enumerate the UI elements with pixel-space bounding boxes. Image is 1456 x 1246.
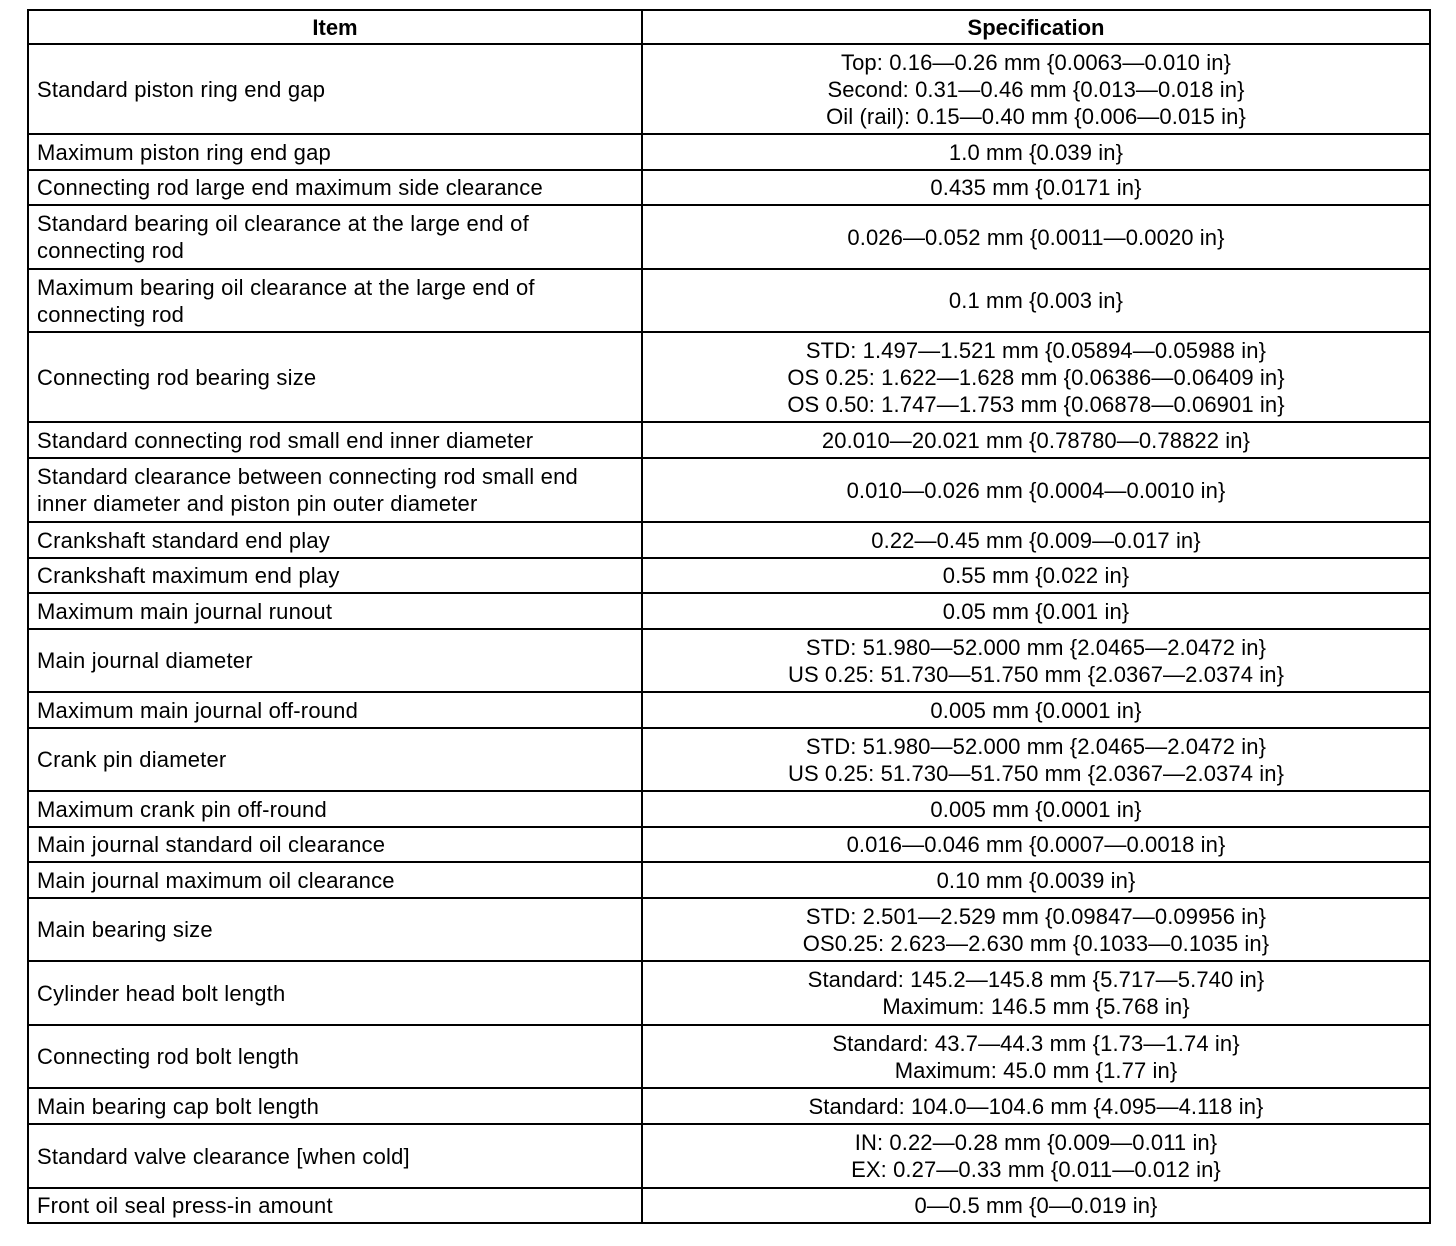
- specification-line: 0.1 mm {0.003 in}: [948, 288, 1124, 313]
- specification-cell: [642, 558, 1430, 593]
- table-row: [28, 791, 1430, 827]
- specification-cell: [642, 522, 1430, 558]
- table-row: [28, 961, 1430, 1025]
- specification-line: STD: 51.980—52.000 mm {2.0465—2.0472 in}: [805, 733, 1267, 759]
- item-cell: Cylinder head bolt length: [28, 961, 642, 1025]
- specification-line: Second: 0.31—0.46 mm {0.013—0.018 in}: [827, 76, 1245, 102]
- item-cell: Connecting rod bolt length: [28, 1025, 642, 1088]
- specification-cell: [642, 629, 1430, 692]
- specification-cell: [642, 692, 1430, 728]
- table-row: [28, 1124, 1430, 1188]
- item-cell: Main bearing cap bolt length: [28, 1088, 642, 1124]
- table-row: [28, 134, 1430, 170]
- item-cell: Crankshaft maximum end play: [28, 558, 642, 593]
- specification-line: 0.026—0.052 mm {0.0011—0.0020 in}: [847, 224, 1225, 250]
- table-row: [28, 862, 1430, 898]
- specification-cell: [642, 134, 1430, 170]
- specification-cell: [642, 44, 1430, 134]
- specification-cell: [642, 593, 1430, 629]
- specification-line: 0.55 mm {0.022 in}: [942, 563, 1130, 588]
- specification-cell: [642, 961, 1430, 1025]
- specification-cell: [642, 1124, 1430, 1188]
- table-row: [28, 558, 1430, 593]
- specification-cell: [642, 170, 1430, 205]
- specification-cell: [642, 791, 1430, 827]
- table-row: [28, 692, 1430, 728]
- table-row: [28, 593, 1430, 629]
- item-cell: Maximum main journal off-round: [28, 692, 642, 728]
- table-row: [28, 629, 1430, 692]
- header-item: Item: [28, 10, 642, 44]
- specification-line: Standard: 145.2—145.8 mm {5.717—5.740 in}: [807, 967, 1265, 992]
- table-row: [28, 728, 1430, 791]
- specification-cell: [642, 1088, 1430, 1124]
- specification-line: STD: 1.497—1.521 mm {0.05894—0.05988 in}: [805, 337, 1267, 363]
- item-cell: Connecting rod bearing size: [28, 332, 642, 422]
- specification-line: OS 0.50: 1.747—1.753 mm {0.06878—0.06901 in}: [787, 391, 1285, 417]
- table-row: [28, 1088, 1430, 1124]
- table-row: [28, 1188, 1430, 1223]
- specification-line: Standard: 43.7—44.3 mm {1.73—1.74 in}: [832, 1030, 1240, 1056]
- item-cell: Maximum piston ring end gap: [28, 134, 642, 170]
- table-row: [28, 269, 1430, 332]
- item-cell: Front oil seal press-in amount: [28, 1188, 642, 1223]
- specification-line: STD: 2.501—2.529 mm {0.09847—0.09956 in}: [805, 903, 1267, 929]
- specification-line: 0.016—0.046 mm {0.0007—0.0018 in}: [846, 832, 1226, 857]
- specification-line: OS0.25: 2.623—2.630 mm {0.1033—0.1035 in}: [802, 930, 1270, 956]
- specification-line: 20.010—20.021 mm {0.78780—0.78822 in}: [821, 427, 1251, 453]
- specification-line: STD: 51.980—52.000 mm {2.0465—2.0472 in}: [805, 634, 1267, 660]
- item-cell: Standard piston ring end gap: [28, 44, 642, 134]
- specification-cell: [642, 827, 1430, 862]
- specification-line: US 0.25: 51.730—51.750 mm {2.0367—2.0374 in}: [787, 760, 1285, 786]
- specification-cell: [642, 898, 1430, 961]
- item-cell: Connecting rod large end maximum side clearance: [28, 170, 642, 205]
- specification-cell: [642, 1025, 1430, 1088]
- specification-line: 0.05 mm {0.001 in}: [942, 598, 1130, 624]
- item-cell: Standard connecting rod small end inner diameter: [28, 422, 642, 458]
- item-cell: Main journal diameter: [28, 629, 642, 692]
- specification-line: Maximum: 146.5 mm {5.768 in}: [882, 994, 1190, 1019]
- table-row: [28, 332, 1430, 422]
- header-row: [28, 10, 1430, 44]
- specification-cell: [642, 1188, 1430, 1223]
- specification-line: 0.005 mm {0.0001 in}: [930, 697, 1142, 723]
- specification-line: 0.010—0.026 mm {0.0004—0.0010 in}: [846, 477, 1226, 503]
- specification-line: 0.005 mm {0.0001 in}: [930, 796, 1142, 822]
- header-specification: Specification: [642, 10, 1430, 44]
- table-row: [28, 522, 1430, 558]
- item-cell: Maximum main journal runout: [28, 593, 642, 629]
- specification-cell: [642, 728, 1430, 791]
- item-cell: Main journal standard oil clearance: [28, 827, 642, 862]
- specification-cell: [642, 422, 1430, 458]
- specification-line: 0.22—0.45 mm {0.009—0.017 in}: [871, 527, 1201, 553]
- specification-line: 1.0 mm {0.039 in}: [948, 139, 1124, 165]
- table-row: [28, 422, 1430, 458]
- specification-line: US 0.25: 51.730—51.750 mm {2.0367—2.0374 in}: [787, 661, 1285, 687]
- table-row: [28, 170, 1430, 205]
- item-cell: Maximum bearing oil clearance at the large end of connecting rod: [28, 269, 642, 332]
- specification-cell: [642, 458, 1430, 522]
- specification-cell: [642, 332, 1430, 422]
- specification-line: Oil (rail): 0.15—0.40 mm {0.006—0.015 in}: [826, 103, 1246, 129]
- item-cell: Main bearing size: [28, 898, 642, 961]
- spec-table: [27, 9, 1431, 1224]
- item-cell: Standard bearing oil clearance at the large end of connecting rod: [28, 205, 642, 269]
- specification-line: 0—0.5 mm {0—0.019 in}: [914, 1193, 1158, 1218]
- table-row: [28, 827, 1430, 862]
- specification-cell: [642, 862, 1430, 898]
- item-cell: Maximum crank pin off-round: [28, 791, 642, 827]
- item-cell: Crank pin diameter: [28, 728, 642, 791]
- item-cell: Crankshaft standard end play: [28, 522, 642, 558]
- table-row: [28, 458, 1430, 522]
- item-cell: Main journal maximum oil clearance: [28, 862, 642, 898]
- specification-line: OS 0.25: 1.622—1.628 mm {0.06386—0.06409 in}: [787, 364, 1285, 390]
- item-cell: Standard clearance between connecting rod small end inner diameter and piston pin outer diameter: [28, 458, 642, 522]
- specification-line: 0.10 mm {0.0039 in}: [936, 867, 1136, 893]
- table-row: [28, 44, 1430, 134]
- specification-line: Standard: 104.0—104.6 mm {4.095—4.118 in}: [808, 1093, 1264, 1119]
- specification-cell: [642, 269, 1430, 332]
- specification-line: IN: 0.22—0.28 mm {0.009—0.011 in}: [854, 1130, 1218, 1155]
- specification-line: EX: 0.27—0.33 mm {0.011—0.012 in}: [851, 1157, 1221, 1182]
- specification-line: 0.435 mm {0.0171 in}: [930, 175, 1142, 200]
- table-row: [28, 898, 1430, 961]
- item-cell: Standard valve clearance [when cold]: [28, 1124, 642, 1188]
- specification-line: Top: 0.16—0.26 mm {0.0063—0.010 in}: [841, 49, 1231, 75]
- specification-line: Maximum: 45.0 mm {1.77 in}: [894, 1057, 1178, 1083]
- table-row: [28, 205, 1430, 269]
- specification-cell: [642, 205, 1430, 269]
- table-row: [28, 1025, 1430, 1088]
